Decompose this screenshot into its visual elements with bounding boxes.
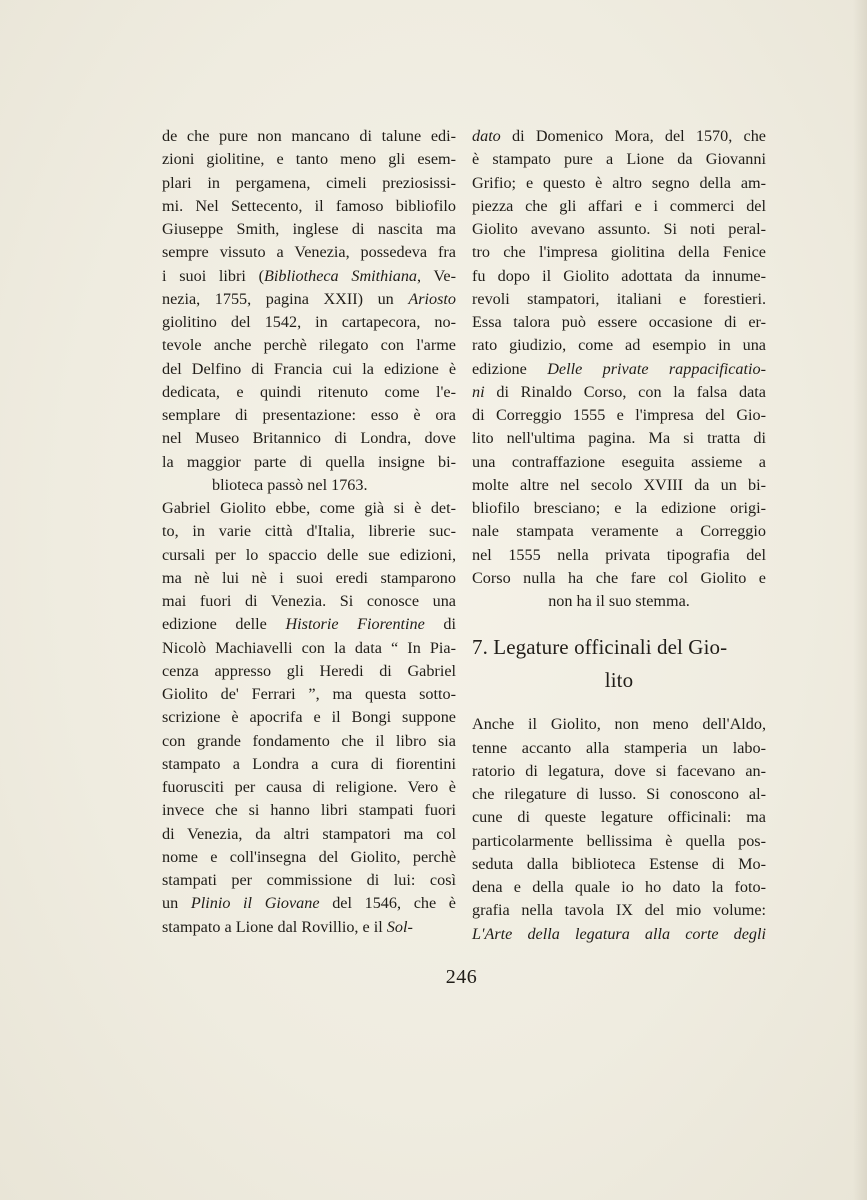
text-line: con grande fondamento che il libro sia — [162, 731, 456, 750]
text-line: non ha il suo stemma. — [548, 592, 690, 610]
text-line: mai fuori di Venezia. Si conosce una — [162, 592, 456, 610]
text-line: di Venezia, da altri stampatori ma col — [162, 824, 456, 843]
text-line: nome e coll'insegna del Giolito, perchè — [162, 847, 456, 866]
text-line: sempre vissuto a Venezia, possedeva fra — [162, 243, 456, 262]
text-line: la maggior parte di quella insigne bi- — [162, 452, 456, 471]
text-line: nel 1555 nella privata tipografia del — [472, 545, 766, 564]
text-line: nezia, 1755, pagina XXII) un Ariosto — [162, 289, 456, 308]
text-line: bliofilo bresciano; e la edizione origi- — [472, 499, 766, 517]
text-line: Giuseppe Smith, inglese di nascita ma — [162, 220, 456, 238]
text-line: un Plinio il Giovane del 1546, che è — [162, 894, 456, 913]
text-line: scrizione è apocrifa e il Bongi suppone — [162, 708, 456, 727]
text-line: nel Museo Britannico di Londra, dove — [162, 429, 456, 448]
text-line: revoli stampatori, italiani e forestieri. — [472, 289, 766, 308]
text-line: plari in pergamena, cimeli preziosissi- — [162, 173, 456, 192]
text-line: che rilegature di lusso. Si conoscono al- — [472, 785, 766, 803]
text-line: Anche il Giolito, non meno dell'Aldo, — [472, 715, 766, 734]
text-line: Corso nulla ha che fare col Giolito e — [472, 568, 766, 587]
left-text-column — [162, 125, 456, 939]
text-line: Essa talora può essere occasione di er- — [472, 313, 766, 331]
text-line: particolarmente bellissima è quella pos- — [472, 831, 766, 850]
text-line: di Correggio 1555 e l'impresa del Gio- — [472, 406, 766, 424]
text-line: Gabriel Giolito ebbe, come già si è det- — [162, 499, 456, 517]
text-line: ni di Rinaldo Corso, con la falsa data — [472, 382, 766, 401]
section-heading-line-2: lito — [604, 668, 634, 693]
text-line: dato di Domenico Mora, del 1570, che — [472, 127, 766, 145]
text-line: una contraffazione eseguita assieme a — [472, 452, 766, 471]
text-line: cenza appresso gli Heredi di Gabriel — [162, 661, 456, 680]
text-line: zioni giolitine, e tanto meno gli esem- — [162, 150, 456, 169]
text-line: lito nell'ultima pagina. Ma si tratta di — [472, 429, 766, 448]
text-line: rato giudizio, come ad esempio in una — [472, 336, 766, 355]
page-number: 246 — [445, 966, 478, 988]
page-edge-shadow — [853, 0, 867, 1200]
text-line: nale stampata veramente a Correggio — [472, 522, 766, 541]
section-heading — [472, 631, 766, 697]
text-line: semplare di presentazione: esso è ora — [162, 406, 456, 424]
text-line: Grifio; e questo è altro segno della am- — [472, 173, 766, 192]
text-line: stampato a Lione dal Rovillio, e il Sol- — [162, 917, 413, 936]
text-line: cursali per lo spaccio delle sue edizioni, — [162, 545, 456, 564]
text-line: è stampato pure a Lione da Giovanni — [472, 150, 766, 169]
text-line: mi. Nel Settecento, il famoso bibliofilo — [162, 196, 456, 215]
text-line: i suoi libri (Bibliotheca Smithiana, Ve- — [162, 266, 456, 285]
text-line: L'Arte della legatura alla corte degli — [472, 924, 766, 943]
text-line: cune di queste legature officinali: ma — [472, 808, 766, 827]
text-line: Giolito avevano assunto. Si noti peral- — [472, 220, 766, 238]
text-line: edizione Delle private rappacificatio- — [472, 359, 766, 378]
right-column-paragraphs — [472, 125, 766, 613]
text-line: tro che l'impresa giolitina della Fenice — [472, 243, 766, 262]
text-line: invece che si hanno libri stampati fuori — [162, 801, 456, 820]
text-line: fu dopo il Giolito adottata da innume- — [472, 266, 766, 285]
right-column-section-text — [472, 713, 766, 946]
text-line: to, in varie città d'Italia, librerie suc- — [162, 522, 456, 541]
text-line: tenne accanto alla stamperia un labo- — [472, 738, 766, 757]
text-line: molte altre nel secolo XVIII da un bi- — [472, 475, 766, 494]
text-line: stampati per commissione di lui: così — [162, 871, 456, 889]
text-line: fuorusciti per causa di religione. Vero è — [162, 778, 456, 796]
text-line: ma nè lui nè i suoi eredi stamparono — [162, 568, 456, 587]
text-line: seduta dalla biblioteca Estense di Mo- — [472, 854, 766, 873]
text-line: dedicata, e quindi ritenuto come l'e- — [162, 382, 456, 401]
text-line: Nicolò Machiavelli con la data “ In Pia- — [162, 638, 456, 657]
text-line: grafia nella tavola IX del mio volume: — [472, 901, 766, 920]
right-text-column — [472, 125, 766, 946]
text-line: tevole anche perchè rilegato con l'arme — [162, 336, 456, 355]
section-heading-line-1: 7. Legature officinali del Gio- — [472, 635, 728, 660]
text-line: del Delfino di Francia cui la edizione è — [162, 359, 456, 378]
text-line: edizione delle Historie Fiorentine di — [162, 615, 456, 634]
text-line: ratorio di legatura, dove si facevano an- — [472, 761, 766, 780]
text-line: giolitino del 1542, in cartapecora, no- — [162, 313, 456, 331]
text-line: de che pure non mancano di talune edi- — [162, 127, 456, 145]
text-line: blioteca passò nel 1763. — [212, 475, 368, 494]
text-line: piezza che gli affari e i commerci del — [472, 196, 766, 215]
text-line: stampato a Londra a cura di fiorentini — [162, 754, 456, 773]
text-line: dena e della quale io ho dato la foto- — [472, 878, 766, 896]
text-line: Giolito de' Ferrari ”, ma questa sotto- — [162, 685, 456, 703]
